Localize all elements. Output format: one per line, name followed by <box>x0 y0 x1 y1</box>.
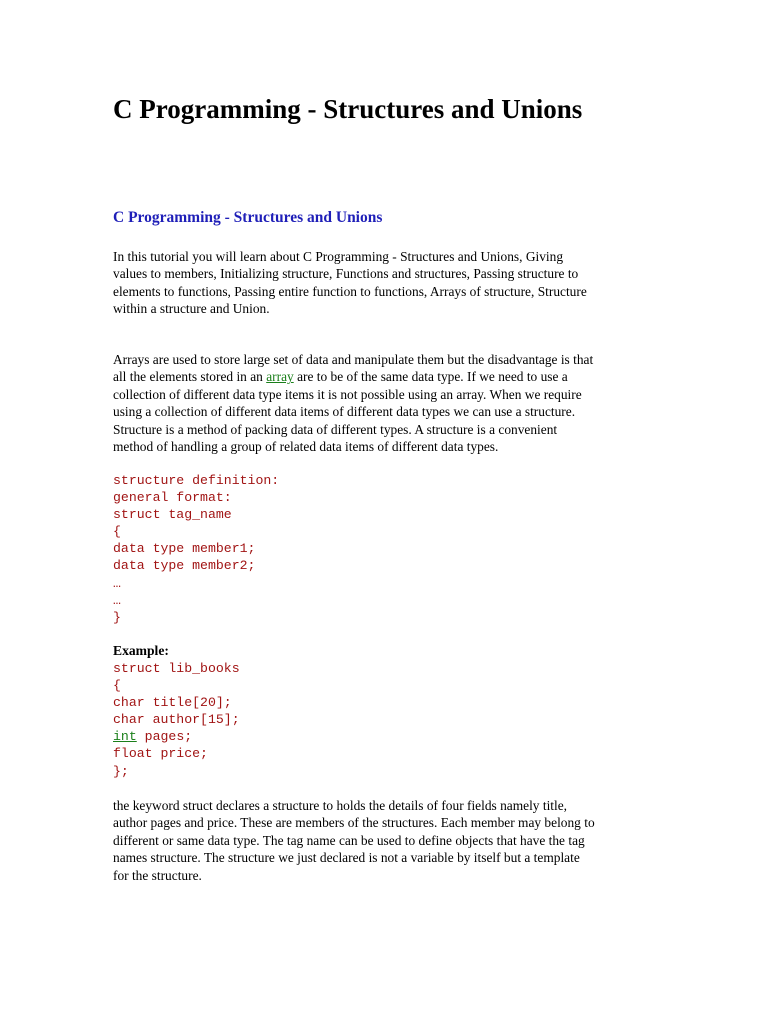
closing-paragraph <box>113 797 595 884</box>
text-line: the keyword struct declares a structure to holds the details of four fields namely title, <box>113 798 568 813</box>
page-title: C Programming - Structures and Unions <box>113 94 583 124</box>
int-keyword-link[interactable]: int <box>113 729 137 745</box>
code-line: struct lib_books <box>113 661 240 676</box>
text-line: different or same data type. The tag name can be used to define objects that have the tag <box>113 832 585 848</box>
code-line: … <box>113 575 121 591</box>
example-code <box>113 660 240 780</box>
text-line: method of handling a group of related data items of different data types. <box>113 439 499 455</box>
array-link[interactable]: array <box>266 369 294 385</box>
code-line: general format: <box>113 490 232 506</box>
text-line: author pages and price. These are members of the structures. Each member may belong to <box>113 815 595 831</box>
code-line-with-link <box>113 728 240 745</box>
text-line: values to members, Initializing structure, Functions and structures, Passing structure to <box>113 266 579 282</box>
code-line: … <box>113 592 121 608</box>
text-line: In this tutorial you will learn about C Programming - Structures and Unions, Giving <box>113 249 564 264</box>
code-line: }; <box>113 763 129 779</box>
text-fragment: all the elements stored in an <box>113 369 267 385</box>
code-line: float price; <box>113 746 208 762</box>
code-line: char title[20]; <box>113 695 232 711</box>
code-line: data type member2; <box>113 558 256 574</box>
code-line: data type member1; <box>113 541 256 557</box>
text-line: names structure. The structure we just declared is not a variable by itself but a template <box>113 850 580 866</box>
text-line: for the structure. <box>113 867 202 883</box>
intro-paragraph <box>113 248 587 318</box>
arrays-paragraph <box>113 351 593 455</box>
text-line: elements to functions, Passing entire function to functions, Arrays of structure, Structure <box>113 283 587 299</box>
text-line: using a collection of different data items of different data types we can use a structure. <box>113 404 576 420</box>
example-label: Example: <box>113 643 169 658</box>
text-fragment: are to be of the same data type. If we need to use a <box>293 369 568 385</box>
structure-definition-code <box>113 472 279 626</box>
section-heading: C Programming - Structures and Unions <box>113 209 383 226</box>
code-line: } <box>113 609 121 625</box>
code-line: char author[15]; <box>113 712 240 728</box>
text-line: Arrays are used to store large set of data and manipulate them but the disadvantage is that <box>113 352 594 367</box>
text-line: within a structure and Union. <box>113 301 270 317</box>
code-line: { <box>113 524 121 540</box>
code-fragment: pages; <box>136 729 193 745</box>
code-line: structure definition: <box>113 473 280 488</box>
text-line: Structure is a method of packing data of different types. A structure is a convenient <box>113 421 558 437</box>
text-line-with-link <box>113 368 593 385</box>
code-line: { <box>113 678 121 694</box>
code-line: struct tag_name <box>113 507 232 523</box>
text-line: collection of different data type items it is not possible using an array. When we require <box>113 386 582 402</box>
